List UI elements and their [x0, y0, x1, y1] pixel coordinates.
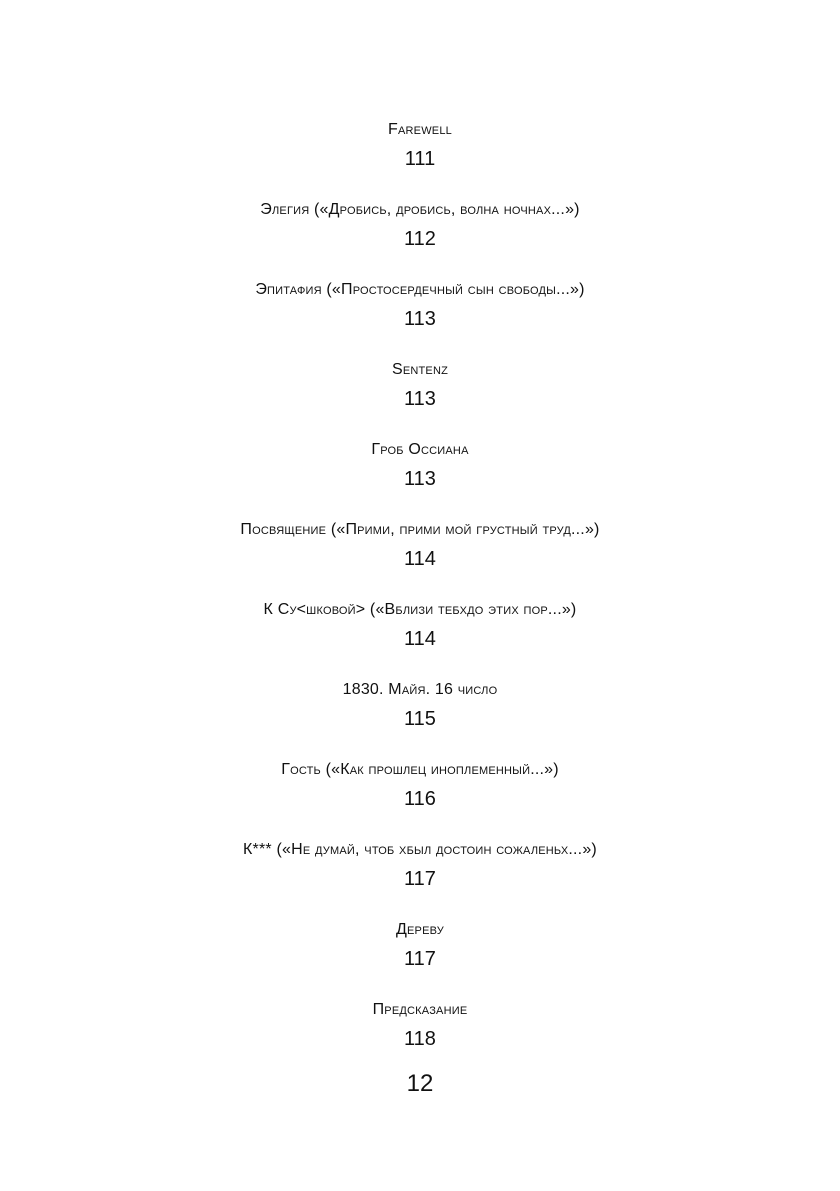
toc-entry-page: 113: [404, 388, 436, 410]
toc-entry-title: Sentenz: [391, 361, 449, 378]
toc-entry: [0, 277, 840, 335]
toc-entry-page: 118: [404, 1028, 436, 1050]
toc-entry-page: 113: [404, 468, 436, 490]
toc-entry-title: 1830. Майя. 16 число: [342, 681, 498, 698]
toc-entry-page: 115: [404, 708, 436, 730]
toc-entry-page: 113: [404, 308, 436, 330]
toc-entry-page: 116: [404, 788, 436, 810]
toc-entry-title: Гроб Оссиана: [371, 441, 469, 458]
toc-entry-title: Предсказание: [372, 1001, 468, 1018]
page-number: 12: [406, 1070, 434, 1097]
toc-entry: [0, 997, 840, 1055]
toc-entry-page: 114: [404, 628, 436, 650]
toc-entry-title: Дереву: [395, 921, 444, 938]
toc-entry: [0, 197, 840, 255]
toc-entry: [0, 917, 840, 975]
toc-entry: [0, 117, 840, 175]
toc-entry-page: 117: [404, 868, 436, 890]
toc-entry-title: К*** («Не думай, чтоб хбыл достоин сожаленьх...»): [243, 841, 597, 858]
toc-entry-title: Элегия («Дробись, дробись, волна ночнах...»): [260, 201, 580, 218]
toc-entry: [0, 677, 840, 735]
toc-entry: [0, 837, 840, 895]
toc-entry-title: Farewell: [388, 121, 452, 138]
toc-entry: [0, 597, 840, 655]
toc-entry-title: К Су<шковой> («Вблизи тебхдо этих пор...»): [263, 601, 577, 618]
toc-entry: [0, 357, 840, 415]
toc-entry: [0, 757, 840, 815]
toc-entry-page: 117: [404, 948, 436, 970]
toc-entry-title: Эпитафия («Простосердечный сын свободы...»): [255, 281, 585, 298]
toc-entry-title: Посвящение («Прими, прими мой грустный труд...»): [240, 521, 600, 538]
toc-entry-title: Гость («Как прошлец иноплеменный...»): [281, 761, 559, 778]
toc-entry: [0, 437, 840, 495]
toc-entry-page: 114: [404, 548, 436, 570]
toc-entry: [0, 517, 840, 575]
toc-entry-page: 111: [404, 148, 436, 170]
table-of-contents: [0, 117, 840, 1077]
toc-entry-page: 112: [404, 228, 436, 250]
